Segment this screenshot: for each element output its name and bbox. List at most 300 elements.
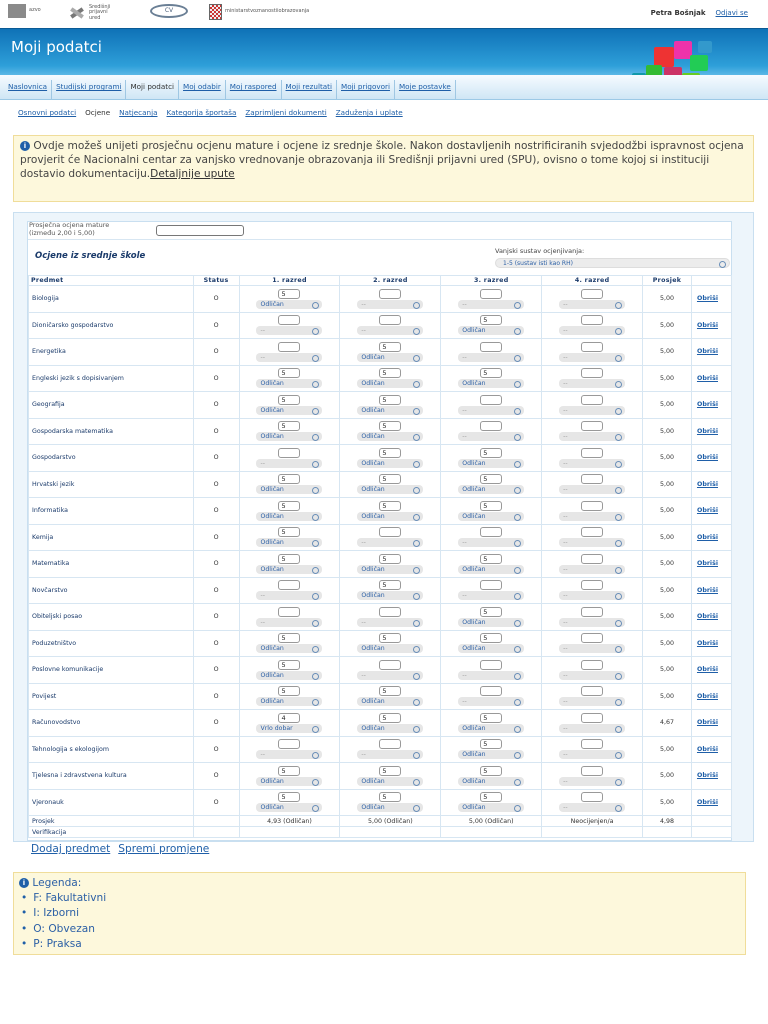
logout-link[interactable]: Odjavi se: [715, 9, 748, 17]
grade-input[interactable]: 5: [278, 766, 300, 776]
grade-input[interactable]: [278, 315, 300, 325]
col-razred-2: 2. razred: [340, 276, 441, 286]
grade-cell: [441, 789, 542, 816]
grade-input[interactable]: [581, 448, 603, 458]
delete-subject-link[interactable]: Obriši: [696, 692, 718, 700]
grade-cell: [542, 763, 643, 790]
grade-cell: [239, 657, 340, 684]
grade-select[interactable]: Odličan: [256, 538, 322, 547]
grade-input[interactable]: 5: [379, 580, 401, 590]
nav-item-naslovnica[interactable]: Naslovnica: [4, 80, 52, 99]
grade-input[interactable]: [480, 527, 502, 537]
grade-input[interactable]: 5: [480, 607, 502, 617]
grade-select[interactable]: --: [256, 353, 322, 362]
subject-status: O: [193, 445, 239, 472]
subject-name: Energetika: [29, 339, 194, 366]
grade-input[interactable]: [581, 342, 603, 352]
delete-cell: [691, 365, 731, 392]
summary-razred-3: 5,00 (Odličan): [441, 816, 542, 827]
summary-razred-1: 4,93 (Odličan): [239, 816, 340, 827]
grade-input[interactable]: [581, 713, 603, 723]
grade-input[interactable]: 5: [379, 395, 401, 405]
grade-select[interactable]: Odličan: [357, 459, 423, 468]
ncvvo-logo[interactable]: [150, 4, 188, 18]
grade-select[interactable]: Odličan: [458, 512, 524, 521]
grade-cell: [441, 551, 542, 578]
grade-select[interactable]: --: [256, 326, 322, 335]
grade-input[interactable]: 5: [379, 448, 401, 458]
delete-subject-link[interactable]: Obriši: [696, 401, 718, 409]
grade-select[interactable]: Odličan: [357, 406, 423, 415]
grade-select[interactable]: Odličan: [357, 565, 423, 574]
table-row: [29, 339, 732, 366]
grade-cell: [441, 339, 542, 366]
grade-input[interactable]: [480, 342, 502, 352]
tab-ocjene[interactable]: Ocjene: [85, 108, 111, 117]
nav-item-studijski-programi[interactable]: Studijski programi: [52, 80, 126, 99]
grade-cell: [441, 286, 542, 313]
delete-subject-link[interactable]: Obriši: [696, 586, 718, 594]
delete-cell: [691, 392, 731, 419]
grade-input[interactable]: [581, 580, 603, 590]
subject-average: 4,67: [643, 710, 692, 737]
grade-select[interactable]: --: [458, 300, 524, 309]
grade-cell: [340, 789, 441, 816]
grade-input[interactable]: 5: [278, 474, 300, 484]
grade-input[interactable]: 5: [278, 554, 300, 564]
delete-subject-link[interactable]: Obriši: [696, 533, 718, 541]
grade-input[interactable]: 5: [379, 474, 401, 484]
matura-average-input[interactable]: [156, 225, 244, 236]
col-actions: [691, 276, 731, 286]
nav-item-moje-postavke[interactable]: Moje postavke: [395, 80, 456, 99]
grade-select[interactable]: --: [458, 697, 524, 706]
summary-label: Prosjek: [29, 816, 194, 827]
grade-input[interactable]: [581, 554, 603, 564]
grade-select[interactable]: Odličan: [458, 777, 524, 786]
grade-cell: [441, 736, 542, 763]
tab-kategorija-sportasa[interactable]: Kategorija športaša: [166, 108, 237, 117]
ministry-logo[interactable]: ministarstvoznanostiiobrazovanja: [209, 4, 309, 20]
grade-input[interactable]: 5: [480, 448, 502, 458]
grade-select[interactable]: --: [559, 353, 625, 362]
grade-select[interactable]: --: [256, 459, 322, 468]
grade-cell: [542, 312, 643, 339]
grade-select[interactable]: Odličan: [357, 379, 423, 388]
tab-osnovni-podatci[interactable]: Osnovni podatci: [18, 108, 77, 117]
grade-input[interactable]: 5: [379, 501, 401, 511]
grade-select[interactable]: Odličan: [357, 777, 423, 786]
grade-select[interactable]: --: [559, 750, 625, 759]
grade-select[interactable]: Odličan: [357, 697, 423, 706]
grade-select[interactable]: --: [458, 353, 524, 362]
grade-select[interactable]: --: [559, 724, 625, 733]
grade-select[interactable]: Odličan: [458, 644, 524, 653]
grade-select[interactable]: Odličan: [256, 565, 322, 574]
grade-select[interactable]: --: [458, 432, 524, 441]
delete-subject-link[interactable]: Obriši: [696, 560, 718, 568]
grade-select[interactable]: --: [559, 671, 625, 680]
table-row: [29, 551, 732, 578]
subject-name: Vjeronauk: [29, 789, 194, 816]
subject-status: O: [193, 471, 239, 498]
subject-average: 5,00: [643, 524, 692, 551]
tab-natjecanja[interactable]: Natjecanja: [119, 108, 158, 117]
grade-input[interactable]: [278, 448, 300, 458]
delete-cell: [691, 524, 731, 551]
grade-select[interactable]: --: [559, 326, 625, 335]
table-row: [29, 657, 732, 684]
user-area: [651, 9, 748, 17]
subject-status: O: [193, 604, 239, 631]
grade-cell: [239, 736, 340, 763]
form-actions: [31, 843, 209, 855]
grade-select[interactable]: --: [357, 326, 423, 335]
grade-cell: [542, 286, 643, 313]
grade-cell: [340, 657, 441, 684]
grade-input[interactable]: [379, 660, 401, 670]
grade-select[interactable]: Odličan: [458, 379, 524, 388]
table-row: [29, 604, 732, 631]
grade-input[interactable]: [581, 368, 603, 378]
grade-select[interactable]: --: [458, 406, 524, 415]
nav-item-moji-rezultati[interactable]: Moji rezultati: [282, 80, 337, 99]
grade-select[interactable]: --: [559, 459, 625, 468]
delete-cell: [691, 339, 731, 366]
grade-input[interactable]: [581, 633, 603, 643]
grade-cell: [542, 551, 643, 578]
grade-select[interactable]: Odličan: [357, 353, 423, 362]
grade-select[interactable]: Odličan: [256, 644, 322, 653]
delete-subject-link[interactable]: Obriši: [696, 639, 718, 647]
grade-select[interactable]: --: [458, 591, 524, 600]
subject-name: Gospodarska matematika: [29, 418, 194, 445]
table-row: [29, 392, 732, 419]
grade-input[interactable]: [581, 686, 603, 696]
subject-name: Geografija: [29, 392, 194, 419]
grade-input[interactable]: [581, 660, 603, 670]
table-row: [29, 418, 732, 445]
matura-average-row: [28, 221, 732, 240]
grade-input[interactable]: 5: [480, 554, 502, 564]
grade-input[interactable]: 5: [379, 766, 401, 776]
grade-select[interactable]: Odličan: [458, 724, 524, 733]
grade-select[interactable]: Odličan: [256, 697, 322, 706]
subject-average: 5,00: [643, 365, 692, 392]
grade-cell: [542, 577, 643, 604]
grade-cell: [340, 710, 441, 737]
grade-select[interactable]: --: [559, 565, 625, 574]
delete-subject-link[interactable]: Obriši: [696, 295, 718, 303]
delete-cell: [691, 604, 731, 631]
grade-cell: [542, 498, 643, 525]
grade-cell: [340, 365, 441, 392]
grade-input[interactable]: 5: [480, 315, 502, 325]
add-subject-link[interactable]: Dodaj predmet: [31, 843, 111, 855]
grade-select[interactable]: --: [357, 618, 423, 627]
delete-subject-link[interactable]: Obriši: [696, 666, 718, 674]
table-row: [29, 471, 732, 498]
legend-item: • P: Praksa: [19, 937, 740, 952]
subject-average: 5,00: [643, 736, 692, 763]
table-row: [29, 630, 732, 657]
grade-select[interactable]: --: [559, 803, 625, 812]
azvo-mark-icon: [8, 4, 26, 18]
delete-cell: [691, 551, 731, 578]
grade-input[interactable]: [581, 395, 603, 405]
subject-average: 5,00: [643, 445, 692, 472]
grade-input[interactable]: [581, 315, 603, 325]
grade-input[interactable]: [379, 315, 401, 325]
grade-input[interactable]: [581, 527, 603, 537]
grade-cell: [542, 604, 643, 631]
grade-select[interactable]: Odličan: [458, 485, 524, 494]
grade-cell: [340, 471, 441, 498]
grade-cell: [239, 445, 340, 472]
grade-input[interactable]: 5: [379, 686, 401, 696]
nav-item-moj-raspored[interactable]: Moj raspored: [226, 80, 282, 99]
section-title: Ocjene iz srednje škole: [35, 251, 146, 261]
grade-input[interactable]: 5: [379, 792, 401, 802]
grade-select[interactable]: Vrlo dobar: [256, 724, 322, 733]
grade-cell: [340, 683, 441, 710]
grade-input[interactable]: 5: [480, 474, 502, 484]
delete-subject-link[interactable]: Obriši: [696, 454, 718, 462]
table-row: [29, 763, 732, 790]
top-bar: [0, 0, 768, 28]
grade-input[interactable]: [480, 421, 502, 431]
grade-input[interactable]: 5: [278, 395, 300, 405]
grade-input[interactable]: 5: [480, 713, 502, 723]
grade-input[interactable]: [480, 580, 502, 590]
table-row: [29, 736, 732, 763]
grade-cell: [441, 392, 542, 419]
grade-select[interactable]: Odličan: [458, 565, 524, 574]
col-predmet: Predmet: [29, 276, 194, 286]
grade-input[interactable]: [379, 289, 401, 299]
grade-select[interactable]: Odličan: [256, 485, 322, 494]
grade-select[interactable]: Odličan: [256, 432, 322, 441]
subject-status: O: [193, 498, 239, 525]
delete-subject-link[interactable]: Obriši: [696, 374, 718, 382]
grade-input[interactable]: 5: [480, 633, 502, 643]
subject-status: O: [193, 577, 239, 604]
grade-select[interactable]: --: [357, 750, 423, 759]
grading-scale-select[interactable]: 1-5 (sustav isti kao RH): [495, 258, 730, 268]
grade-select[interactable]: Odličan: [256, 671, 322, 680]
grade-select[interactable]: --: [559, 697, 625, 706]
grade-select[interactable]: --: [559, 538, 625, 547]
grade-select[interactable]: --: [559, 512, 625, 521]
grade-select[interactable]: --: [559, 644, 625, 653]
grade-input[interactable]: [581, 289, 603, 299]
grade-select[interactable]: --: [458, 671, 524, 680]
grade-select[interactable]: Odličan: [458, 326, 524, 335]
page-banner: [0, 28, 768, 75]
col-razred-3: 3. razred: [441, 276, 542, 286]
subject-average: 5,00: [643, 763, 692, 790]
grade-input[interactable]: [278, 342, 300, 352]
grade-input[interactable]: 5: [480, 501, 502, 511]
grade-select[interactable]: Odličan: [458, 459, 524, 468]
grade-cell: [239, 789, 340, 816]
grade-input[interactable]: 5: [379, 633, 401, 643]
subject-name: Tehnologija s ekologijom: [29, 736, 194, 763]
grade-select[interactable]: --: [357, 300, 423, 309]
delete-subject-link[interactable]: Obriši: [696, 507, 718, 515]
grade-select[interactable]: --: [559, 618, 625, 627]
grade-select[interactable]: Odličan: [256, 512, 322, 521]
grade-select[interactable]: --: [559, 300, 625, 309]
delete-subject-link[interactable]: Obriši: [696, 772, 718, 780]
delete-subject-link[interactable]: Obriši: [696, 348, 718, 356]
grade-input[interactable]: [379, 739, 401, 749]
grade-select[interactable]: Odličan: [458, 750, 524, 759]
grade-input[interactable]: [480, 395, 502, 405]
grade-select[interactable]: --: [256, 750, 322, 759]
grade-input[interactable]: 5: [480, 739, 502, 749]
grade-select[interactable]: --: [559, 406, 625, 415]
grade-select[interactable]: --: [559, 432, 625, 441]
azvo-logo[interactable]: azvo: [8, 4, 41, 18]
grade-select[interactable]: --: [256, 618, 322, 627]
grade-input[interactable]: 5: [278, 792, 300, 802]
grade-select[interactable]: Odličan: [458, 803, 524, 812]
grade-cell: [340, 577, 441, 604]
grade-input[interactable]: [581, 421, 603, 431]
grade-input[interactable]: [581, 474, 603, 484]
grade-select[interactable]: --: [559, 379, 625, 388]
legend-item: • F: Fakultativni: [19, 891, 740, 906]
delete-subject-link[interactable]: Obriši: [696, 745, 718, 753]
grade-select[interactable]: --: [458, 538, 524, 547]
delete-subject-link[interactable]: Obriši: [696, 427, 718, 435]
grade-select[interactable]: --: [559, 591, 625, 600]
grade-cell: [542, 683, 643, 710]
grade-input[interactable]: [278, 739, 300, 749]
grade-input[interactable]: [581, 792, 603, 802]
grade-input[interactable]: 5: [480, 368, 502, 378]
info-icon: i: [19, 878, 29, 888]
grade-input[interactable]: [379, 527, 401, 537]
grade-input[interactable]: [480, 289, 502, 299]
grade-input[interactable]: [581, 607, 603, 617]
delete-cell: [691, 630, 731, 657]
grade-select[interactable]: Odličan: [357, 644, 423, 653]
delete-subject-link[interactable]: Obriši: [696, 480, 718, 488]
grade-select[interactable]: Odličan: [357, 432, 423, 441]
delete-cell: [691, 445, 731, 472]
grade-input[interactable]: 5: [278, 501, 300, 511]
grade-input[interactable]: 5: [278, 527, 300, 537]
grade-select[interactable]: Odličan: [256, 379, 322, 388]
subject-average: 5,00: [643, 471, 692, 498]
grade-input[interactable]: [480, 686, 502, 696]
grade-cell: [441, 498, 542, 525]
grade-select[interactable]: Odličan: [256, 300, 322, 309]
grade-select[interactable]: Odličan: [458, 618, 524, 627]
subject-average: 5,00: [643, 312, 692, 339]
nav-item-moji-podatci[interactable]: Moji podatci: [126, 80, 179, 99]
grades-table: [28, 275, 732, 838]
nav-item-moji-prigovori[interactable]: Moji prigovori: [337, 80, 395, 99]
tab-zaduzenja-i-uplate[interactable]: Zaduženja i uplate: [335, 108, 403, 117]
grade-input[interactable]: 5: [278, 421, 300, 431]
grade-input[interactable]: 5: [379, 554, 401, 564]
grade-input[interactable]: 5: [278, 368, 300, 378]
delete-subject-link[interactable]: Obriši: [696, 798, 718, 806]
grade-select[interactable]: Odličan: [256, 803, 322, 812]
grade-input[interactable]: 5: [379, 342, 401, 352]
grade-select[interactable]: Odličan: [357, 803, 423, 812]
grade-input[interactable]: 5: [278, 660, 300, 670]
grade-select[interactable]: --: [559, 485, 625, 494]
grade-input[interactable]: [480, 660, 502, 670]
grade-input[interactable]: [581, 501, 603, 511]
grade-select[interactable]: Odličan: [357, 512, 423, 521]
grade-select[interactable]: Odličan: [357, 724, 423, 733]
col-razred-4: 4. razred: [542, 276, 643, 286]
subject-name: Matematika: [29, 551, 194, 578]
grade-select[interactable]: Odličan: [256, 777, 322, 786]
subject-status: O: [193, 312, 239, 339]
nav-item-moj-odabir[interactable]: Moj odabir: [179, 80, 226, 99]
grade-select[interactable]: --: [357, 538, 423, 547]
grade-select[interactable]: --: [559, 777, 625, 786]
subject-status: O: [193, 524, 239, 551]
grade-select[interactable]: Odličan: [357, 485, 423, 494]
grade-cell: [542, 710, 643, 737]
grade-cell: [542, 657, 643, 684]
grade-input[interactable]: [278, 607, 300, 617]
grade-input[interactable]: 5: [379, 368, 401, 378]
grade-input[interactable]: 5: [379, 421, 401, 431]
ncvvo-mark-icon: CV: [150, 4, 188, 18]
delete-subject-link[interactable]: Obriši: [696, 613, 718, 621]
delete-cell: [691, 683, 731, 710]
grade-select[interactable]: --: [357, 671, 423, 680]
grade-input[interactable]: 5: [379, 713, 401, 723]
spu-logo[interactable]: Središnji prijavni ured: [68, 4, 113, 22]
matura-average-label: Prosječna ocjena mature (između 2,00 i 5,00): [29, 221, 110, 237]
grade-select[interactable]: Odličan: [357, 591, 423, 600]
save-changes-link[interactable]: Spremi promjene: [118, 843, 210, 855]
subject-status: O: [193, 339, 239, 366]
grade-input[interactable]: [581, 766, 603, 776]
grade-input[interactable]: 4: [278, 713, 300, 723]
summary-row: [29, 816, 732, 827]
grading-scale-label: Vanjski sustav ocjenjivanja:: [495, 247, 585, 255]
delete-subject-link[interactable]: Obriši: [696, 719, 718, 727]
grade-input[interactable]: 5: [278, 633, 300, 643]
grade-input[interactable]: 5: [480, 792, 502, 802]
table-row: [29, 286, 732, 313]
tab-zaprimljeni-dokumenti[interactable]: Zaprimljeni dokumenti: [245, 108, 327, 117]
delete-cell: [691, 763, 731, 790]
grade-select[interactable]: --: [256, 591, 322, 600]
grade-select[interactable]: Odličan: [256, 406, 322, 415]
grade-input[interactable]: 5: [480, 766, 502, 776]
grade-input[interactable]: 5: [278, 289, 300, 299]
subject-name: Povijest: [29, 683, 194, 710]
delete-subject-link[interactable]: Obriši: [696, 321, 718, 329]
grade-input[interactable]: [379, 607, 401, 617]
instructions-link[interactable]: Detaljnije upute: [150, 168, 235, 181]
grade-input[interactable]: 5: [278, 686, 300, 696]
subject-average: 5,00: [643, 577, 692, 604]
grade-input[interactable]: [581, 739, 603, 749]
grade-input[interactable]: [278, 580, 300, 590]
